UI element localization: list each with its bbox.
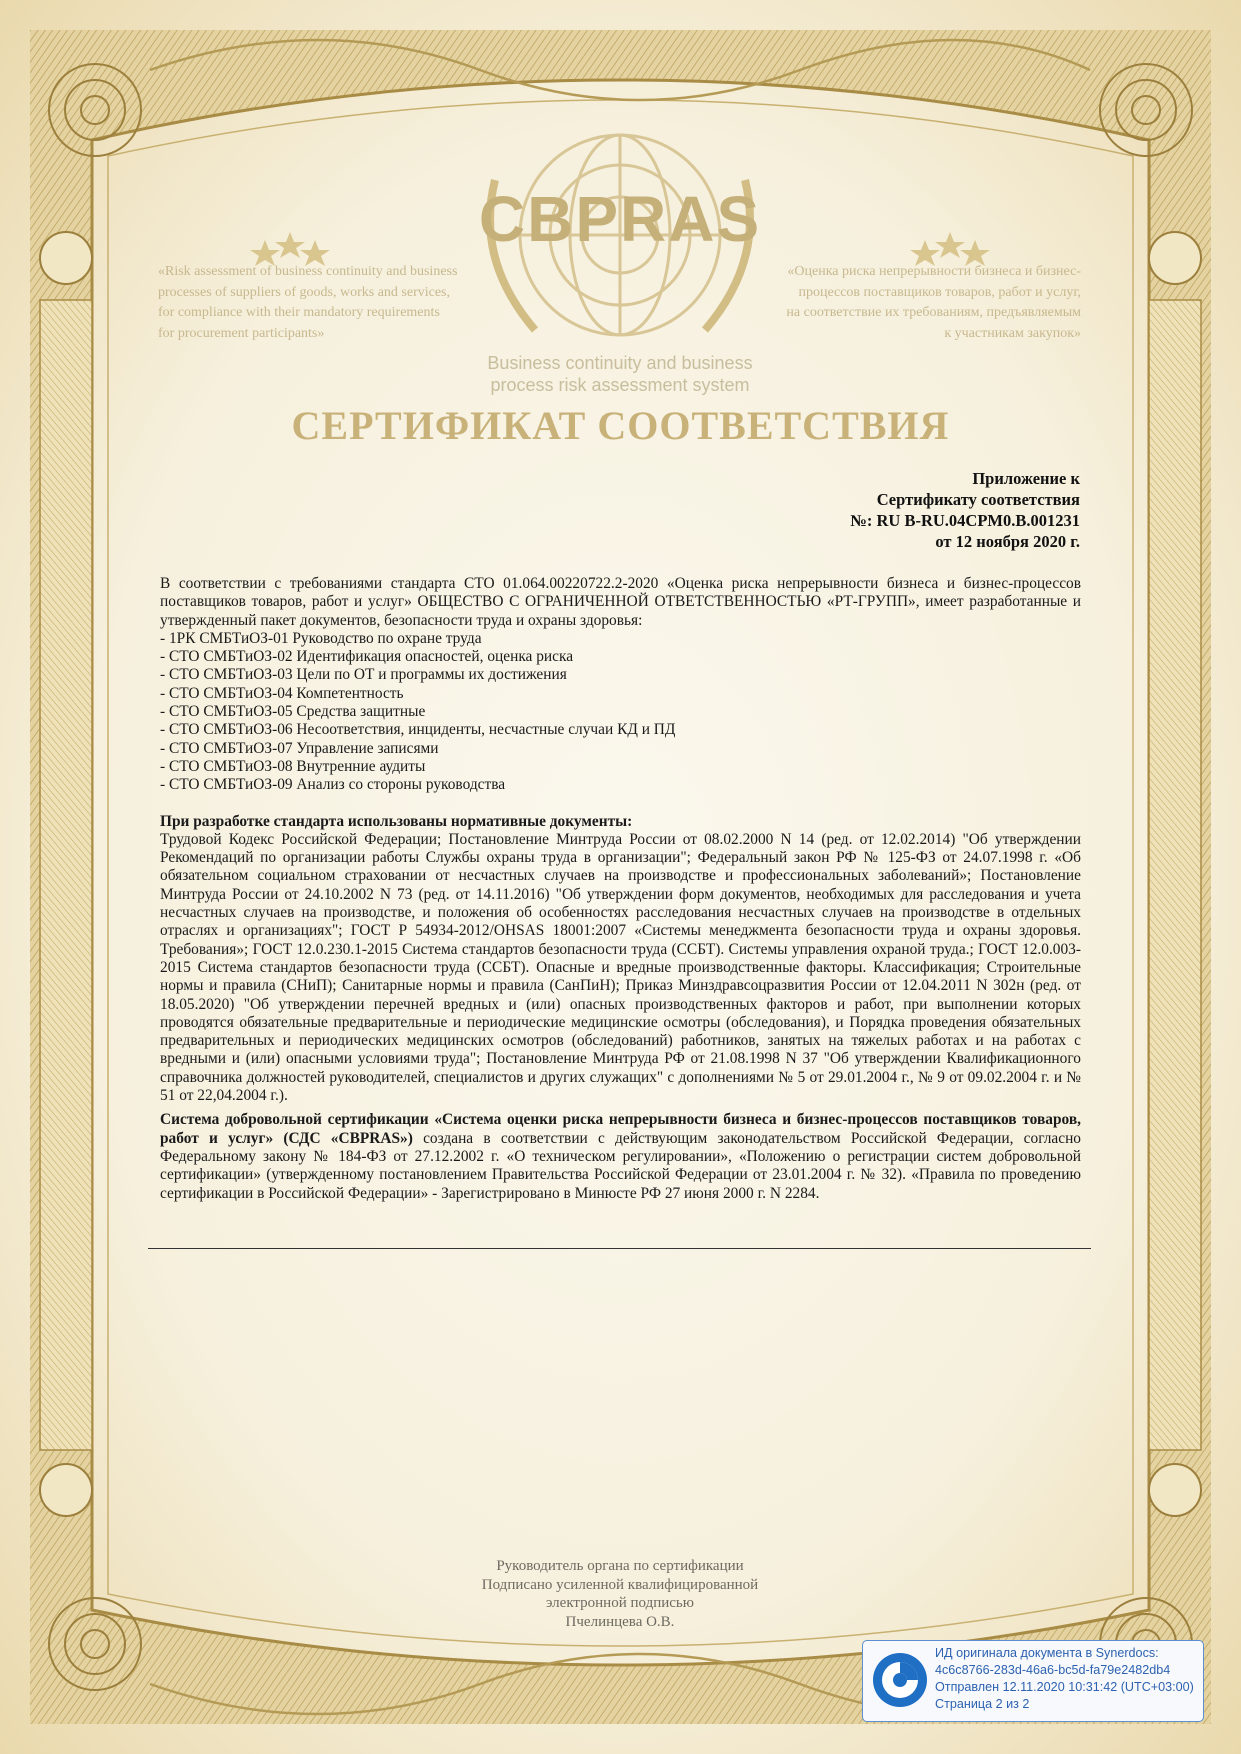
list-item: - СТО СМБТиОЗ-08 Внутренние аудиты (160, 757, 426, 775)
list-item: - СТО СМБТиОЗ-02 Идентификация опасностей, оценка риска (160, 648, 574, 666)
certificate-body (160, 575, 1081, 1203)
logo-tagline (400, 352, 840, 396)
appendix-date: от 12 ноября 2020 г. (935, 532, 1080, 551)
list-item: - СТО СМБТиОЗ-04 Компетентность (160, 684, 404, 702)
normative-heading: При разработке стандарта использованы нормативные документы: (160, 812, 633, 830)
appendix-line-1: Приложение к (972, 469, 1080, 488)
appendix-line-2: Сертификату соответствия (876, 490, 1080, 509)
normative-paragraph: Трудовой Кодекс Российской Федерации; Постановление Минтруда России от 08.02.2000 N 14 (ред. от 12.02.2014) "Об утверждении Рекомендаций по организации работы Службы охраны труда в организации"; Федеральный закон РФ № 125-ФЗ от 24.07.1998 г. «Об обязательном социальном страховании от несчастных случаев на производстве и профессиональных заболеваний»; Постановление Минтруда России от 24.10.2002 N 73 (ред. от 14.11.2016) "Об утверждении форм документов, необходимых для расследования и учета несчастных случаев на производстве, и положения об особенностях расследования несчастных случаев на производстве в отдельных отраслях и организациях"; ГОСТ Р 54934-2012/OHSAS 18001:2007 «Системы менеджмента безопасности труда и охраны здоровья. Требования»; ГОСТ 12.0.230.1-2015 Система стандартов безопасности труда (ССБТ). Системы управления охраной труда.; ГОСТ 12.0.003-2015 Система стандартов безопасности труда (ССБТ). Опасные и вредные производственные факторы. Классификация; Строительные нормы и правила (СНиП); Санитарные нормы и правила (СанПиН); Приказ Минздравсоцразвития России от 12.04.2011 N 302н (ред. от 18.05.2020) "Об утверждении перечней вредных и (или) опасных производственных факторов и работ, при выполнении которых проводятся обязательные предварительные и периодические медицинские осмотры (обследования), и Порядка проведения обязательных предварительных и периодических медицинских осмотров (обследований) работников, занятых на тяжелых работах и на работах с вредными и (или) опасными условиями труда"; Постановление Минтруда РФ от 21.08.1998 N 37 "Об утверждении Квалификационного справочника должностей руководителей, специалистов и других служащих" с дополнениями № 5 от 29.01.2004 г., № 9 от 09.02.2004 г. и № 51 от 22,04.2004 г.). (160, 830, 1081, 1105)
stamp-line-1: ИД оригинала документа в Synerdocs: (935, 1646, 1159, 1660)
header-russian-text: «Оценка риска непрерывности бизнеса и бизнес-процессов поставщиков товаров, работ и услуг, на соответствие их требованиям, предъявляемым к участникам закупок» (786, 264, 1081, 341)
list-item: - СТО СМБТиОЗ-07 Управление записями (160, 739, 439, 757)
document-list (160, 630, 1081, 795)
tagline-line-1: Business continuity and business (487, 353, 753, 373)
signatory-name: Пчелинцева О.В. (565, 1613, 675, 1630)
list-item: - 1РК СМБТиОЗ-01 Руководство по охране труда (160, 629, 482, 647)
signature-block (420, 1557, 820, 1631)
list-item: - СТО СМБТиОЗ-03 Цели по ОТ и программы их достижения (160, 666, 567, 684)
intro-paragraph: В соответствии с требованиями стандарта СТО 01.064.00220722.2-2020 «Оценка риска непрерывности бизнеса и бизнес-процессов поставщиков товаров, работ и услуг» ОБЩЕСТВО С ОГРАНИЧЕННОЙ ОТВЕТСТВЕННОСТЬЮ «РТ-ГРУПП», имеет разработанные и утвержденный пакет документов, безопасности труда и охраны здоровья: (160, 575, 1081, 629)
certificate-title: СЕРТИФИКАТ СООТВЕТСТВИЯ (291, 403, 950, 448)
synerdocs-logo-icon (871, 1651, 929, 1709)
cbpras-logo: CBPRAS (478, 183, 762, 255)
divider-line (148, 1248, 1091, 1249)
synerdocs-stamp (862, 1640, 1204, 1722)
system-description: создана в соответствии с действующим законодательством Российской Федерации, согласно Федеральному закону № 184-ФЗ от 27.12.2002 г. «О техническом регулировании», «Положению о регистрации систем добровольной сертификации» (утвержденному постановлением Правительства Российской Федерации от 23.01.2004 г. № 32). «Правила по проведению сертификации в Российской Федерации» - Зарегистрировано в Минюсте РФ 27 июня 2000 г. N 2284. (160, 1129, 1082, 1202)
appendix-certificate-number: №: RU B-RU.04CPM0.B.001231 (850, 511, 1080, 530)
signature-line-3: электронной подписью (546, 1595, 694, 1611)
tagline-line-2: process risk assessment system (490, 375, 750, 395)
list-item: - СТО СМБТиОЗ-05 Средства защитные (160, 703, 426, 721)
list-item: - СТО СМБТиОЗ-06 Несоответствия, инциденты, несчастные случаи КД и ПД (160, 721, 676, 739)
stamp-text (935, 1645, 1197, 1713)
list-item: - СТО СМБТиОЗ-09 Анализ со стороны руководства (160, 776, 506, 794)
system-paragraph (160, 1111, 1081, 1202)
header-english-text: «Risk assessment of business continuity and business processes of suppliers of goods, works and services, for compliance with their mandatory requirements for procurement participants» (158, 264, 458, 341)
appendix-block (700, 468, 1080, 552)
stamp-sent-time: Отправлен 12.11.2020 10:31:42 (UTC+03:00) (935, 1680, 1194, 1694)
stamp-document-id: 4c6c8766-283d-46a6-bc5d-fa79e2482db4 (935, 1663, 1171, 1677)
stamp-page-number: Страница 2 из 2 (935, 1697, 1030, 1711)
signature-line-1: Руководитель органа по сертификации (496, 1558, 744, 1574)
signature-line-2: Подписано усиленной квалифицированной (481, 1576, 759, 1593)
system-name-bold: Система добровольной сертификации «Система оценки риска непрерывности бизнеса и бизнес-процессов поставщиков товаров, работ и услуг» (СДС «CBPRAS») (160, 1111, 1081, 1147)
